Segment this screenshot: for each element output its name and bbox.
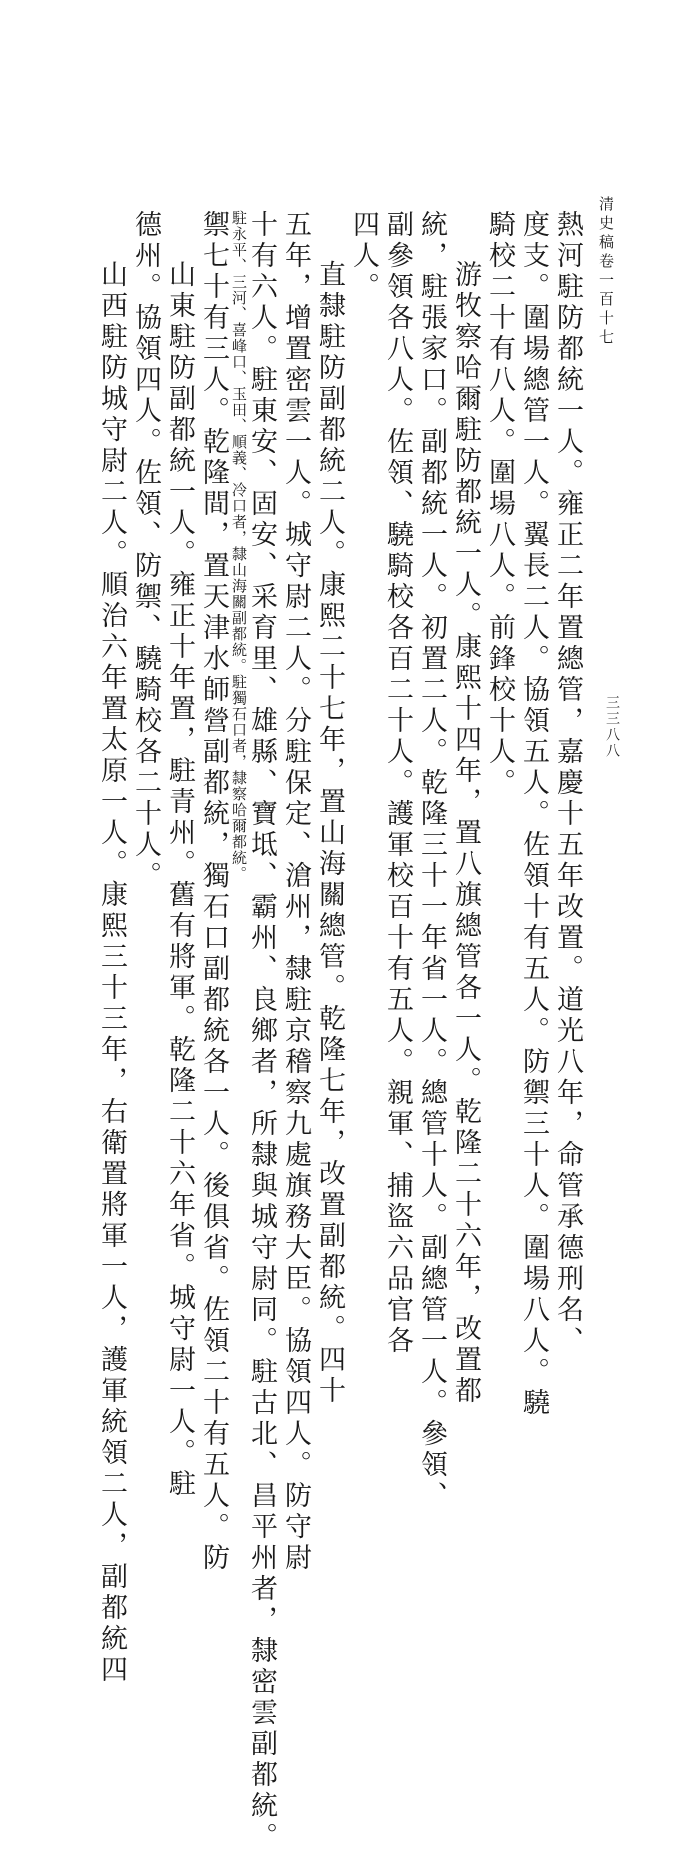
text-column: 熱河駐防都統一人。雍正二年置總管，嘉慶十五年改置。道光八年，命管承德刑名、 xyxy=(552,210,583,1357)
page-number: 三三八八 xyxy=(604,695,620,759)
text-column: 直隸駐防副都統二人。康熙二十七年，置山海關總管。乾隆七年，改置副都統。四十 xyxy=(314,260,345,1407)
text-column: 游牧察哈爾駐防都統一人。康熙十四年，置八旗總管各一人。乾隆二十六年，改置都 xyxy=(450,260,481,1407)
text-column-annotation: 駐永平、三河、喜峰口、玉田、順義、冷口者，隸山海關副都統。駐獨石口者，隸察哈爾都統。 xyxy=(230,210,248,882)
text-column: 四人。 xyxy=(348,210,379,303)
text-column: 副參領各八人。佐領、驍騎校各百二十人。護軍校百十有五人。親軍、捕盜六品官各 xyxy=(382,210,413,1357)
text-column: 騎校二十有八人。圍場八人。前鋒校十人。 xyxy=(484,210,515,799)
text-column: 度支。圍場總管一人。翼長二人。協領五人。佐領十有五人。防禦三十人。圍場八人。驍 xyxy=(518,210,549,1419)
header-title: 清史稿卷一百十七 xyxy=(597,196,615,348)
text-column: 山東駐防副都統一人。雍正十年置，駐青州。舊有將軍。乾隆二十六年省。城守尉一人。駐 xyxy=(164,260,195,1500)
text-column: 五年，增置密雲一人。城守尉二人。分駐保定、滄州，隸駐京稽察九處旗務大臣。協領四人。防守尉 xyxy=(280,210,311,1574)
text-column: 山西駐防城守尉二人。順治六年置太原一人。康熙三十三年，右衛置將軍一人，護軍統領二人，副都統四 xyxy=(96,260,127,1686)
text-column: 統，駐張家口。副都統一人。初置二人。乾隆三十一年省一人。總管十人。副總管一人。參領、 xyxy=(416,210,447,1512)
text-column: 德州。協領四人。佐領、防禦、驍騎校各二十人。 xyxy=(130,210,161,892)
text-column: 十有六人。駐東安、固安、采育里、雄縣、寶坻、霸州、良鄉者，所隸與城守尉同。駐古北、昌平州者，隸密雲副都統。 xyxy=(246,210,277,1853)
text-column: 禦七十有三人。乾隆間，置天津水師營副都統，獨石口副都統各一人。後俱省。佐領二十有五人。防 xyxy=(198,210,229,1574)
